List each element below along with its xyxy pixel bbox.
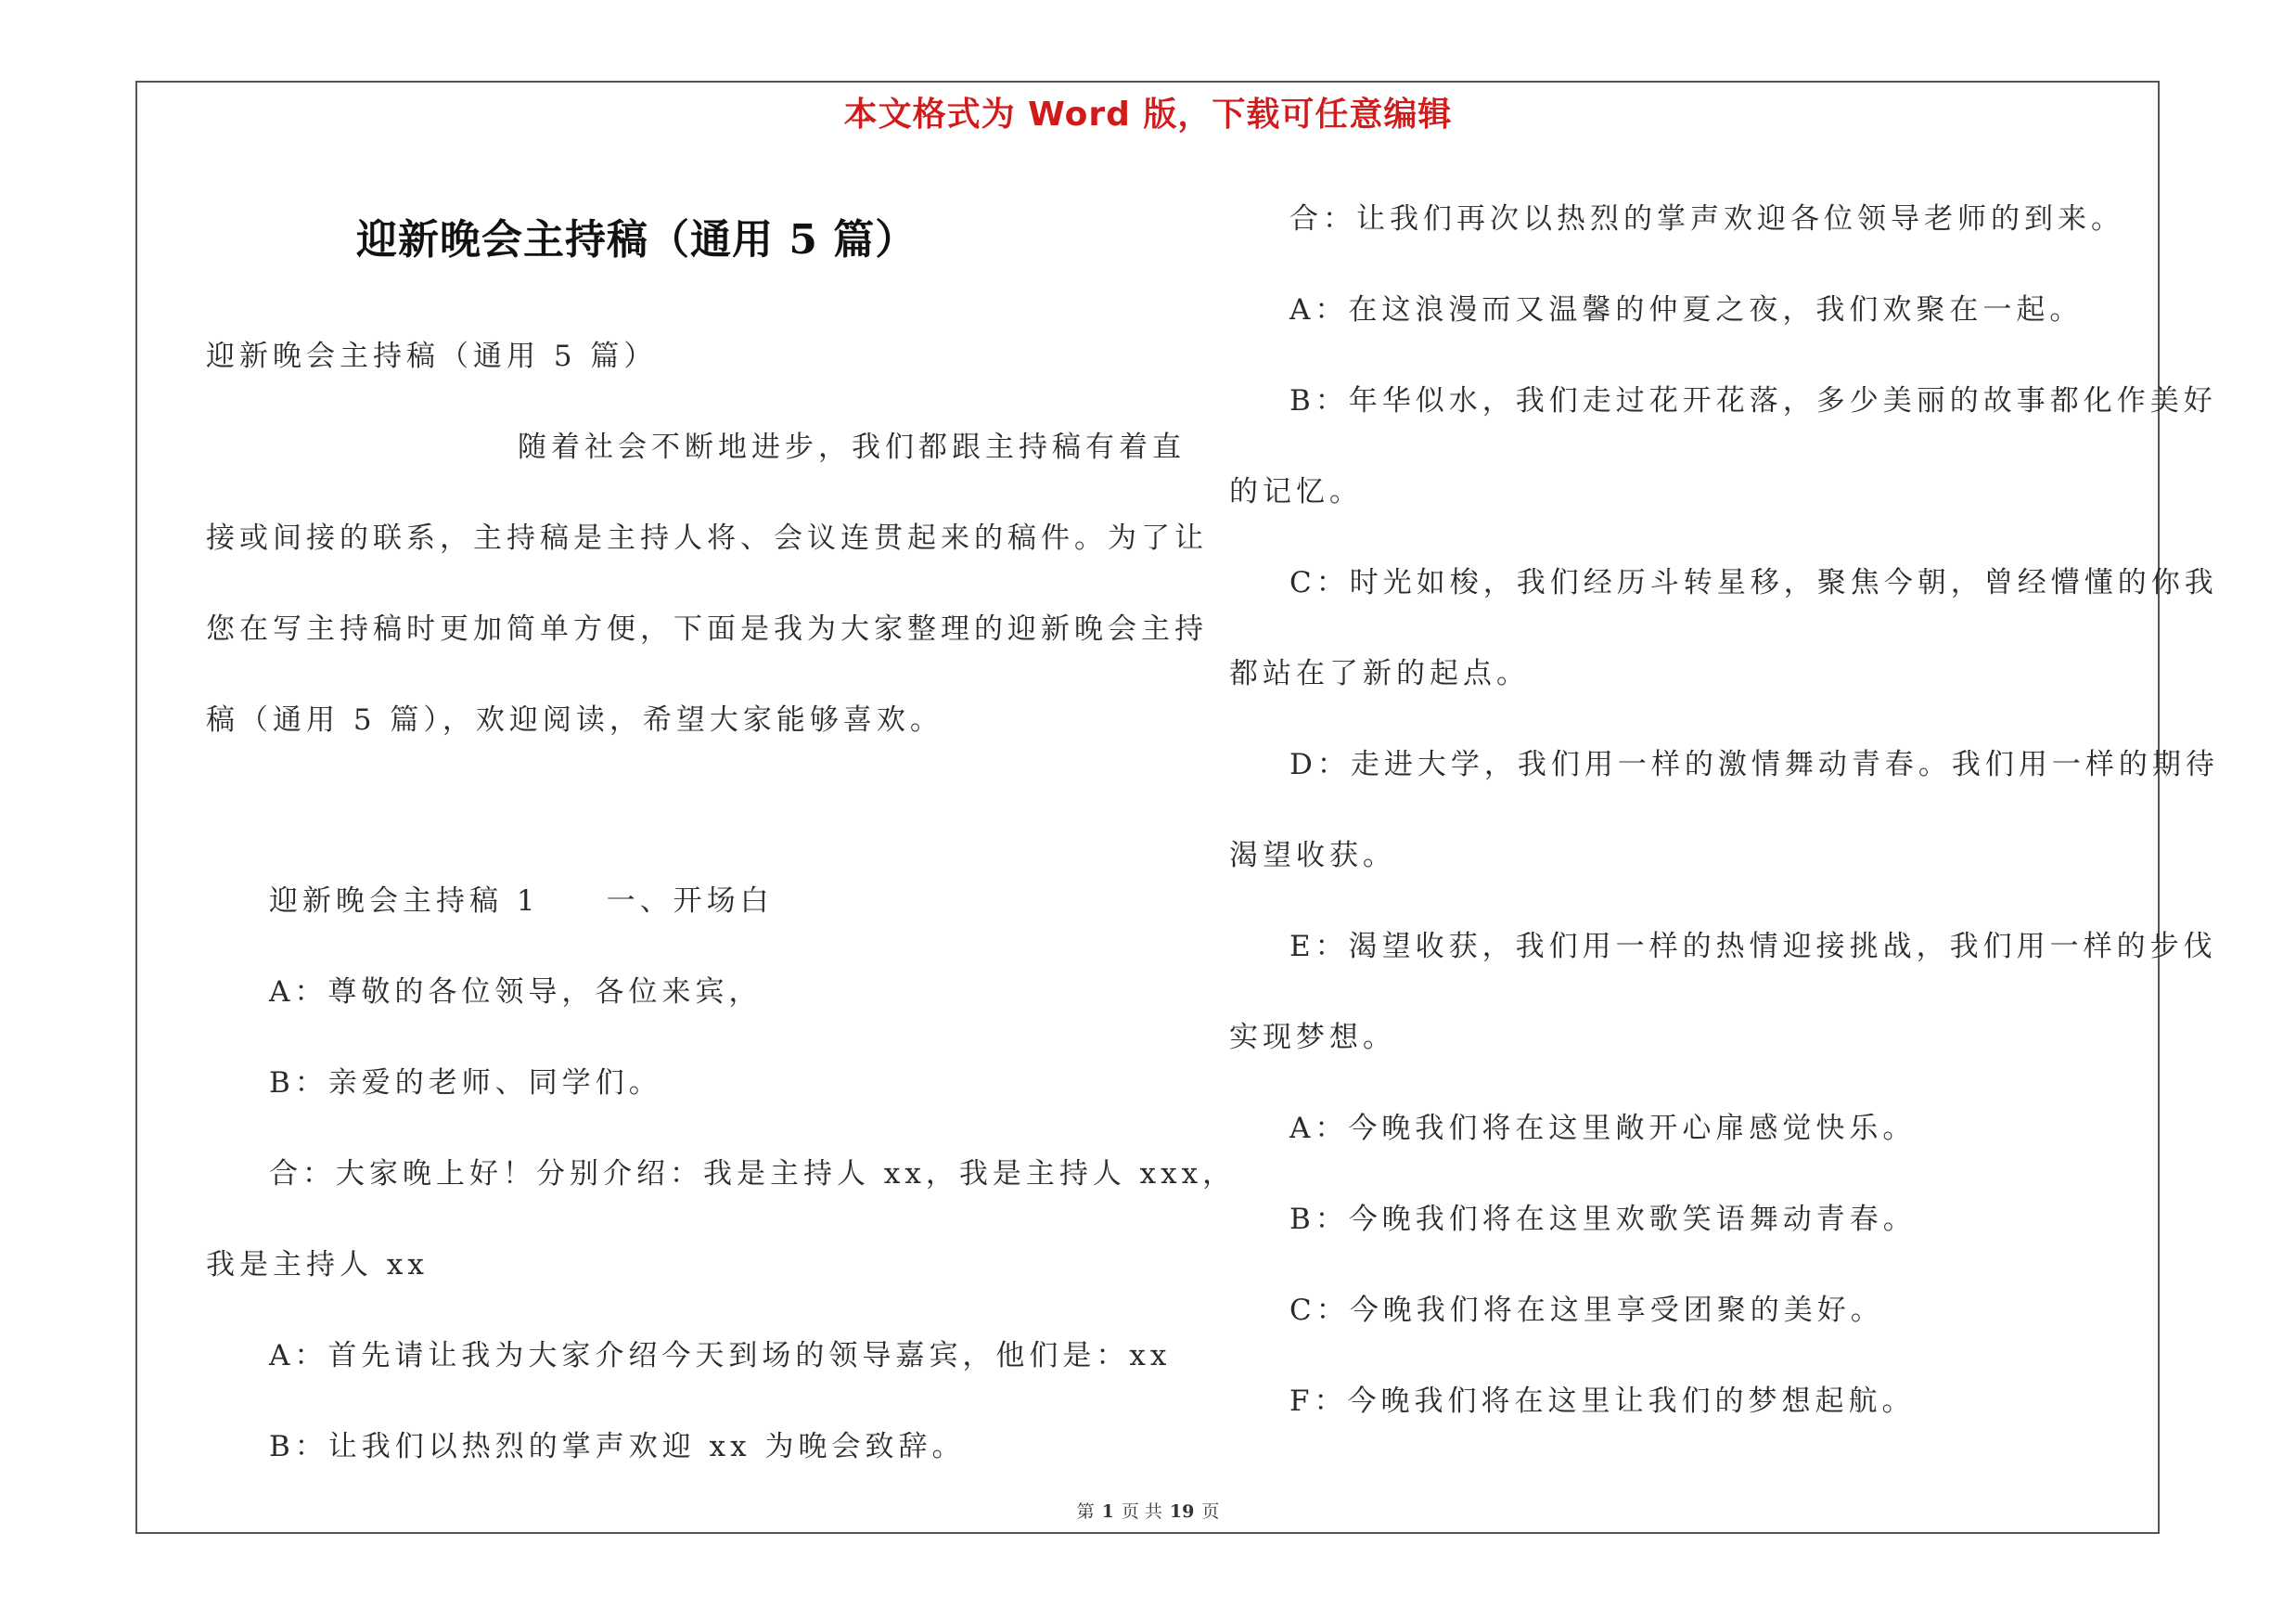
right-paragraph-7: D：走进大学，我们用一样的激情舞动青春。我们用一样的期待: [1289, 748, 2219, 781]
right-paragraph-12: B：今晚我们将在这里欢歌笑语舞动青春。: [1289, 1203, 1917, 1236]
right-paragraph-11: A：今晚我们将在这里敞开心扉感觉快乐。: [1289, 1112, 1917, 1145]
page-counter-prefix: 第: [1076, 1501, 1095, 1522]
total-page-count: 19: [1169, 1501, 1195, 1522]
page-counter-middle: 页 共: [1121, 1501, 1162, 1522]
left-paragraph-7: A：尊敬的各位领导，各位来宾，: [269, 975, 763, 1009]
page-counter-suffix: 页: [1201, 1501, 1220, 1522]
right-paragraph-9: E：渴望收获，我们用一样的热情迎接挑战，我们用一样的步伐: [1289, 930, 2217, 963]
right-paragraph-1: 合：让我们再次以热烈的掌声欢迎各位领导老师的到来。: [1289, 202, 2124, 236]
left-paragraph-2: 随着社会不断地进步，我们都跟主持稿有着直: [518, 431, 1186, 464]
right-paragraph-14: F：今晚我们将在这里让我们的梦想起航。: [1289, 1385, 1916, 1418]
current-page-number: 1: [1101, 1501, 1114, 1522]
right-paragraph-2: A：在这浪漫而又温馨的仲夏之夜，我们欢聚在一起。: [1289, 293, 2084, 327]
left-paragraph-8: B：亲爱的老师、同学们。: [269, 1066, 662, 1100]
left-paragraph-9: 合：大家晚上好！分别介绍：我是主持人 xx，我是主持人 xxx，: [269, 1157, 1237, 1191]
right-paragraph-8: 渴望收获。: [1229, 839, 1396, 872]
word-format-banner: 本文格式为 Word 版，下载可任意编辑: [843, 96, 1453, 134]
left-paragraph-4: 您在写主持稿时更加简单方便，下面是我为大家整理的迎新晚会主持: [206, 612, 1208, 646]
left-paragraph-3: 接或间接的联系，主持稿是主持人将、会议连贯起来的稿件。为了让: [206, 522, 1208, 555]
left-paragraph-10: 我是主持人 xx: [206, 1248, 429, 1282]
right-paragraph-13: C：今晚我们将在这里享受团聚的美好。: [1289, 1294, 1884, 1327]
right-paragraph-3: B：年华似水，我们走过花开花落，多少美丽的故事都化作美好: [1289, 384, 2217, 418]
left-paragraph-1: 迎新晚会主持稿（通用 5 篇）: [206, 340, 658, 373]
right-paragraph-6: 都站在了新的起点。: [1229, 657, 1530, 690]
right-paragraph-10: 实现梦想。: [1229, 1021, 1396, 1054]
document-title: 迎新晚会主持稿（通用 5 篇）: [356, 216, 917, 264]
page-counter: [0, 1498, 2296, 1523]
left-paragraph-12: B：让我们以热烈的掌声欢迎 xx 为晚会致辞。: [269, 1430, 966, 1463]
right-paragraph-5: C：时光如梭，我们经历斗转星移，聚焦今朝，曾经懵懂的你我: [1289, 566, 2218, 599]
left-paragraph-6: 迎新晚会主持稿 1 一、开场白: [269, 884, 774, 918]
left-paragraph-5: 稿（通用 5 篇），欢迎阅读，希望大家能够喜欢。: [206, 703, 943, 737]
right-paragraph-4: 的记忆。: [1229, 475, 1363, 509]
left-paragraph-11: A：首先请让我为大家介绍今天到场的领导嘉宾，他们是：xx: [269, 1339, 1172, 1372]
